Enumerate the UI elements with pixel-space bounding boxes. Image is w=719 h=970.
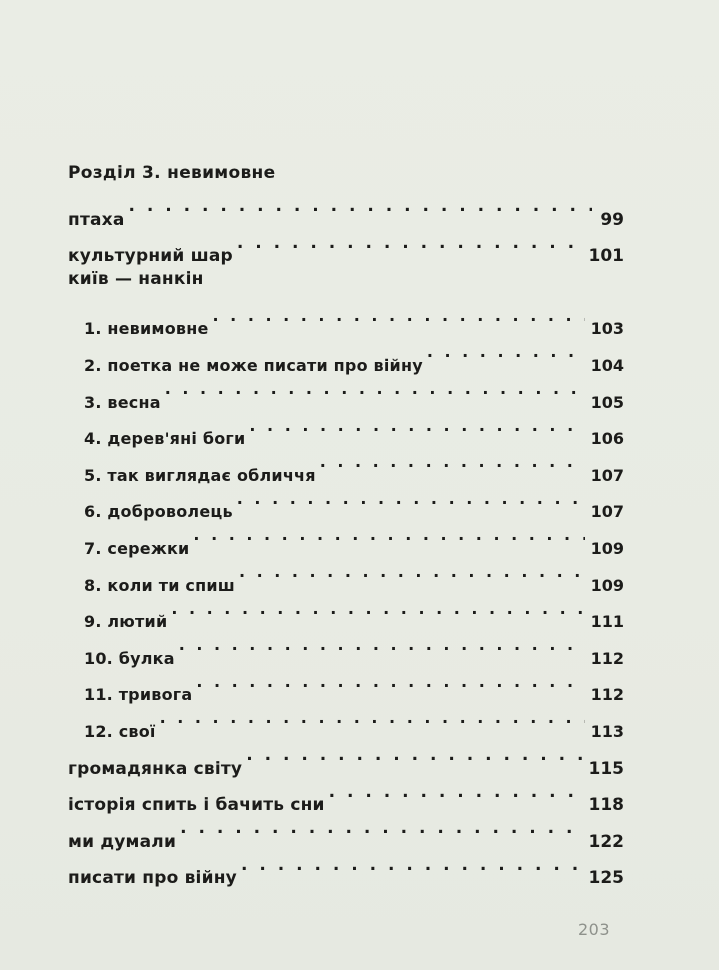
toc-entry-title: птаха	[68, 209, 125, 230]
toc-entry-page: 106	[590, 429, 624, 449]
toc-entry-title: громадянка світу	[68, 758, 243, 779]
toc-entry-page: 99	[600, 209, 624, 230]
toc-entry-page: 111	[590, 612, 624, 632]
dot-leader	[427, 334, 585, 371]
toc-entry-page: 107	[590, 502, 624, 522]
toc-entry-title: культурний шар	[68, 246, 233, 267]
toc-entry-page: 115	[588, 758, 624, 779]
toc-entry	[68, 225, 624, 267]
toc-entry	[68, 188, 624, 230]
toc-entry-page: 105	[590, 392, 624, 412]
toc-entry-title: 12. свої	[84, 721, 156, 741]
chapter-heading: Розділ 3. невимовне	[68, 163, 276, 183]
toc-entry-title: ми думали	[68, 831, 177, 852]
dot-leader	[320, 444, 585, 481]
toc-entry-title: історія спить і бачить сни	[68, 795, 325, 816]
toc-entry-page: 109	[590, 575, 624, 595]
toc-entry-page: 104	[590, 355, 624, 375]
dot-leader	[165, 371, 585, 408]
dot-leader	[249, 408, 584, 445]
dot-leader	[160, 700, 585, 737]
toc-entry-title: 8. коли ти спиш	[84, 575, 235, 595]
toc-entry-title: 4. дерев'яні боги	[84, 429, 246, 449]
toc-entry-title: 7. сережки	[84, 538, 190, 558]
toc-entry-title: 2. поетка не може писати про війну	[84, 355, 423, 375]
toc-entry-page: 112	[590, 648, 624, 668]
toc-entry-page: 103	[590, 319, 624, 339]
toc-entry-page: 125	[588, 868, 624, 889]
dot-leader	[329, 774, 583, 811]
dot-leader	[237, 481, 585, 518]
toc-entry-title: 10. булка	[84, 648, 175, 668]
dot-leader	[196, 664, 584, 701]
dot-leader	[213, 298, 585, 335]
toc-entry-title: 9. лютий	[84, 612, 168, 632]
dot-leader	[246, 737, 582, 774]
toc-entry-page: 122	[588, 831, 624, 852]
dot-leader	[193, 517, 584, 554]
dot-leader	[241, 847, 583, 884]
toc-entry-page: 109	[590, 538, 624, 558]
toc-entry-title: 5. так виглядає обличчя	[84, 465, 316, 485]
toc-entry-page: 113	[590, 721, 624, 741]
page-number: 203	[578, 920, 611, 939]
toc-entry-page: 112	[590, 685, 624, 705]
toc-entry-page: 101	[588, 246, 624, 267]
table-of-contents	[68, 158, 624, 889]
dot-leader	[180, 810, 582, 847]
toc-subentry	[68, 298, 624, 339]
dot-leader	[179, 627, 585, 664]
dot-leader	[237, 225, 583, 262]
toc-entry-title: 3. весна	[84, 392, 161, 412]
toc-entry-title: 11. тривога	[84, 685, 193, 705]
dot-leader	[129, 188, 592, 225]
toc-entry-title: 6. доброволець	[84, 502, 233, 522]
toc-entry-title: київ — нанкін	[68, 269, 204, 290]
dot-leader	[239, 554, 585, 591]
dot-leader	[171, 591, 584, 628]
toc-entry-title: 1. невимовне	[84, 319, 209, 339]
toc-entry-page: 107	[590, 465, 624, 485]
toc-entry-page: 118	[588, 795, 624, 816]
toc-section-heading	[68, 261, 624, 298]
toc-entry-title: писати про війну	[68, 868, 237, 889]
